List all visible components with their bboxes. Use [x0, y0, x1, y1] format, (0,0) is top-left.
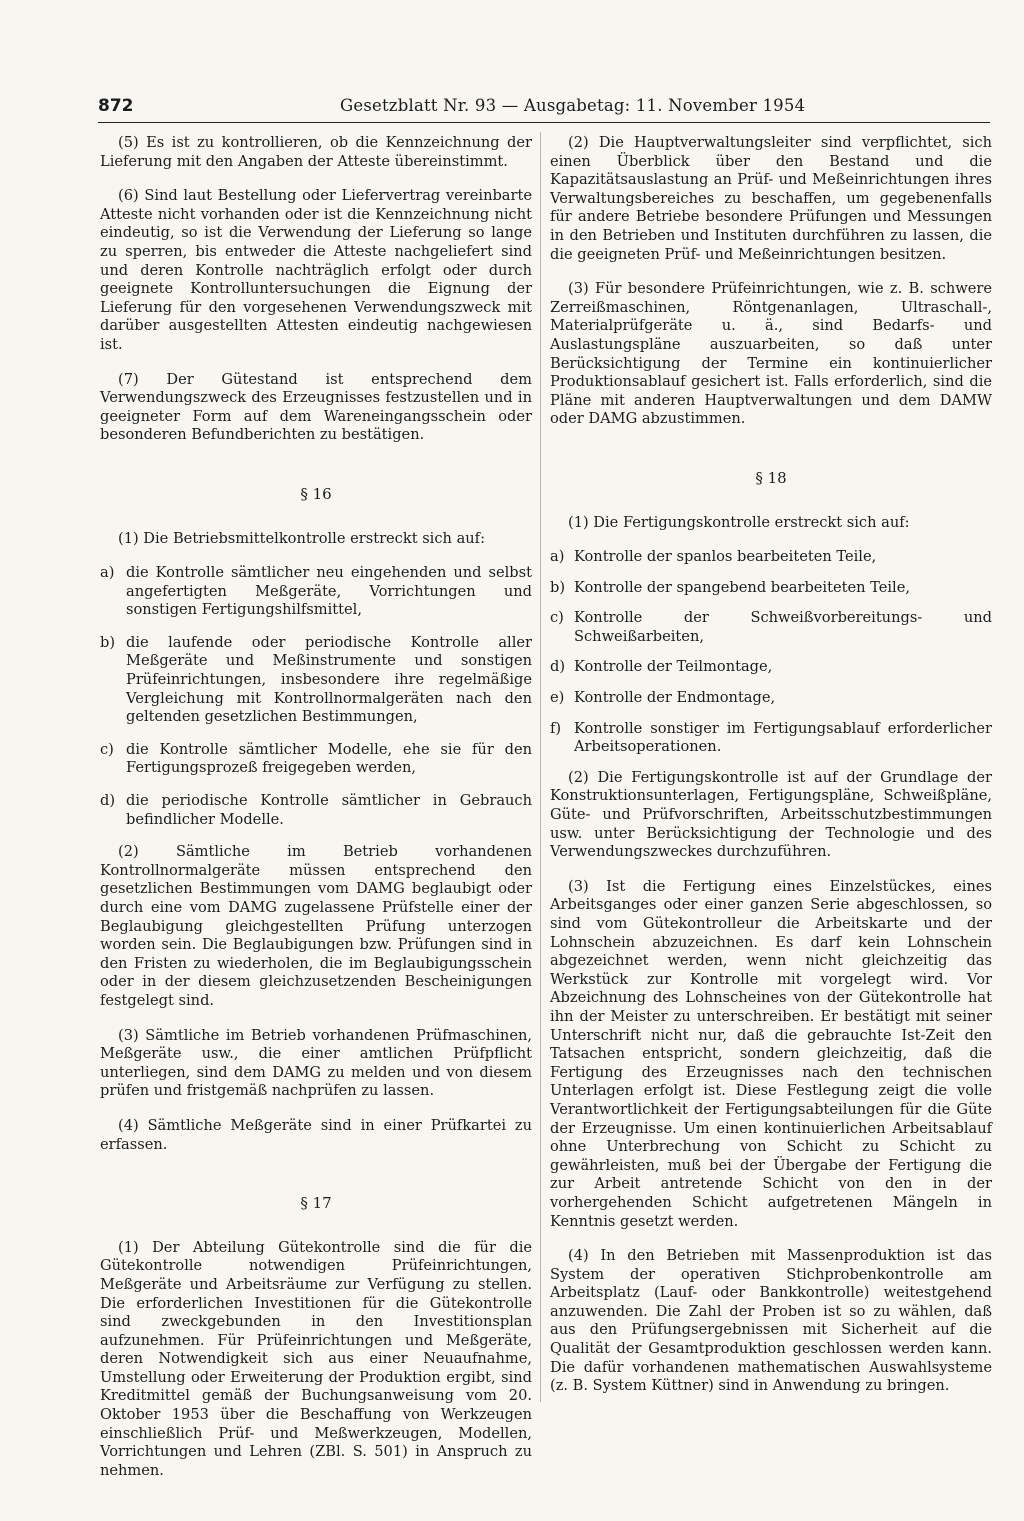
- list-item: [550, 689, 992, 708]
- list-item: [550, 658, 992, 677]
- list-item-text: die Kontrolle sämtlicher Modelle, ehe sie für den Fertigungsprozeß freigegeben werden,: [126, 740, 532, 777]
- paragraph-15-7: (7) Der Gütestand ist entsprechend dem Verwendungszweck des Erzeugnisses festzustellen und in geeigneter Form auf dem Wareneingangsschein oder besonderen Befundberichten zu bestätigen.: [100, 370, 532, 444]
- column-divider: [540, 132, 541, 1402]
- list-item-label: a): [550, 548, 565, 566]
- list-item-text: die Kontrolle sämtlicher neu eingehenden und selbst angefertigten Meßgeräte, Vorrichtungen und sonstigen Fertigungshilfsmittel,: [126, 564, 532, 619]
- paragraph-18-4: (4) In den Betrieben mit Massenproduktion ist das System der operativen Stichprobenkontrolle am Arbeitsplatz (Lauf- oder Bankkontrolle) weitestgehend anzuwenden. Die Zahl der Proben ist so zu wählen, daß aus den Prüfungsergebnissen mit Sicherheit auf die Qualität der Gesamtproduktion geschlossen werden kann. Die dafür vorhandenen mathematischen Auswahlsysteme (z. B. System Küttner) sind in Anwendung zu bringen.: [550, 1247, 992, 1395]
- list-item-label: c): [550, 609, 564, 627]
- paragraph-15-5: (5) Es ist zu kontrollieren, ob die Kennzeichnung der Lieferung mit den Angaben der Atteste übereinstimmt.: [100, 134, 532, 170]
- section-heading-17: § 17: [300, 1194, 332, 1213]
- list-item-label: d): [100, 792, 116, 810]
- list-item-label: e): [550, 689, 565, 707]
- list-item-text: Kontrolle der Teilmontage,: [574, 658, 773, 676]
- list-item-text: Kontrolle der spanlos bearbeiteten Teile,: [574, 548, 877, 566]
- list-item: [100, 792, 532, 829]
- list-item: [100, 564, 532, 620]
- list-item: [550, 609, 992, 646]
- page-header: [98, 94, 990, 123]
- list-item: [550, 579, 992, 598]
- page-number: 872: [98, 96, 134, 116]
- list-item-label: b): [100, 633, 116, 651]
- list-item-label: b): [550, 578, 566, 596]
- paragraph-17-1: (1) Der Abteilung Gütekontrolle sind die für die Gütekontrolle notwendigen Prüfeinrichtungen, Meßgeräte und Arbeitsräume zur Verfügung zu stellen. Die erforderlichen Investitionen für die Gütekontrolle sind zweckgebunden in den Investitionsplan aufzunehmen. Für Prüfeinrichtungen und Meßgeräte, deren Notwendigkeit sich aus einer Neuaufnahme, Umstellung oder Erweiterung der Produktion ergibt, sind Kreditmittel gemäß der Buchungsanweisung vom 20. Oktober 1953 über die Beschaffung von Werkzeugen einschließlich Prüf- und Meßwerkzeugen, Modellen, Vorrichtungen und Lehren (ZBl. S. 501) in Anspruch zu nehmen.: [100, 1238, 532, 1479]
- section-heading-18: § 18: [755, 468, 787, 487]
- left-column: [100, 134, 532, 1496]
- list-item-label: d): [550, 658, 566, 676]
- paragraph-18-1: (1) Die Fertigungskontrolle erstreckt sich auf:: [568, 513, 910, 531]
- paragraph-15-6: (6) Sind laut Bestellung oder Liefervertrag vereinbarte Atteste nicht vorhanden oder ist die Kennzeichnung nicht eindeutig, so ist die Verwendung der Lieferung so lange zu sperren, bis entweder die Atteste nachgeliefert sind und deren Kontrolle nachträglich erfolgt oder durch geeignete Kontrolluntersuchungen die Eignung der Lieferung für den vorgesehenen Verwendungszweck mit darüber ausgestellten Attesten eindeutig nachgewiesen ist.: [100, 187, 532, 353]
- list-item-text: Kontrolle der Endmontage,: [574, 689, 776, 707]
- paragraph-18-2: (2) Die Fertigungskontrolle ist auf der Grundlage der Konstruktionsunterlagen, Fertigungspläne, Schweißpläne, Güte- und Prüfvorschriften, Arbeitsschutzbestimmungen usw. unter Berücksichtigung der Technologie und des Verwendungszweckes durchzuführen.: [550, 768, 992, 861]
- list-item-label: c): [100, 740, 114, 758]
- paragraph-16-2: (2) Sämtliche im Betrieb vorhandenen Kontrollnormalgeräte müssen entsprechend den gesetzlichen Bestimmungen vom DAMG beglaubigt oder durch eine vom DAMG zugelassene Prüfstelle einer der Beglaubigung gleichgestellten Prüfung unterzogen worden sein. Die Beglaubigungen bzw. Prüfungen sind in den Fristen zu wiederholen, die im Beglaubigungsschein oder in der diesem gleichzusetzenden Bescheinigungen festgelegt sind.: [100, 843, 532, 1009]
- paragraph-16-1: (1) Die Betriebsmittelkontrolle erstreckt sich auf:: [118, 529, 485, 547]
- gazette-title: Gesetzblatt Nr. 93 — Ausgabetag: 11. November 1954: [340, 96, 806, 115]
- list-item-text: die laufende oder periodische Kontrolle aller Meßgeräte und Meßinstrumente und sonstigen Prüfeinrichtungen, insbesondere ihre regelmäßige Vergleichung mit Kontrollnormalgeräten nach den geltenden gesetzlichen Bestimmungen,: [126, 633, 532, 726]
- list-item-text: Kontrolle der Schweißvorbereitungs- und Schweißarbeiten,: [574, 609, 992, 645]
- paragraph-18-3: (3) Ist die Fertigung eines Einzelstückes, eines Arbeitsganges oder einer ganzen Serie abgeschlossen, so sind vom Gütekontrolleur die Arbeitskarte und der Lohnschein abzuzeichnen. Es darf kein Lohnschein abgezeichnet werden, wenn nicht gleichzeitig das Werkstück zur Kontrolle mit vorgelegt wird. Vor Abzeichnung des Lohnscheines von der Gütekontrolle hat ihn der Meister zu unterschreiben. Er bestätigt mit seiner Unterschrift nicht nur, daß die gebrauchte Ist-Zeit den Tatsachen entspricht, sondern gleichzeitig, daß die Fertigung des Erzeugnisses nach den technischen Unterlagen erfolgt ist. Diese Festlegung zeigt die volle Verantwortlichkeit der Fertigungsabteilungen für die Güte der Erzeugnisse. Um einen kontinuierlichen Arbeitsablauf ohne Unterbrechung von Schicht zu Schicht zu gewährleisten, muß bei der Übergabe der Fertigung die zur Arbeit antretende Schicht von den in der vorhergehenden Schicht aufgetretenen Mängeln in Kenntnis gesetzt werden.: [550, 877, 992, 1230]
- paragraph-16-4: (4) Sämtliche Meßgeräte sind in einer Prüfkartei zu erfassen.: [100, 1116, 532, 1153]
- list-item-text: Kontrolle der spangebend bearbeiteten Teile,: [574, 578, 910, 596]
- right-column: [550, 134, 992, 1412]
- list-item: [550, 548, 992, 567]
- section-heading-16: § 16: [300, 484, 332, 503]
- list-item-label: f): [550, 719, 562, 737]
- paragraph-17-3: (3) Für besondere Prüfeinrichtungen, wie z. B. schwere Zerreißmaschinen, Röntgenanlagen, Ultraschall-, Materialprüfgeräte u. ä., sind Bedarfs- und Auslastungspläne auszuarbeiten, so daß unter Berücksichtigung der Termine ein kontinuierlicher Produktionsablauf gesichert ist. Falls erforderlich, sind die Pläne mit anderen Hauptverwaltungen und dem DAMW oder DAMG abzustimmen.: [550, 280, 992, 428]
- list-item: [550, 720, 992, 757]
- paragraph-17-2: (2) Die Hauptverwaltungsleiter sind verpflichtet, sich einen Überblick über den Bestand und die Kapazitätsauslastung an Prüf- und Meßeinrichtungen ihres Verwaltungsbereiches zu beschaffen, um gegebenenfalls für andere Betriebe besondere Prüfungen und Messungen in den Betrieben und Instituten durchführen zu lassen, die die geeigneten Prüf- und Meßeinrichtungen besitzen.: [550, 134, 992, 263]
- list-item-label: a): [100, 564, 115, 582]
- list-item-text: Kontrolle sonstiger im Fertigungsablauf erforderlicher Arbeitsoperationen.: [574, 719, 992, 756]
- list-item-text: die periodische Kontrolle sämtlicher in Gebrauch befindlicher Modelle.: [126, 792, 532, 828]
- list-item: [100, 741, 532, 778]
- list-item: [100, 634, 532, 727]
- paragraph-16-3: (3) Sämtliche im Betrieb vorhandenen Prüfmaschinen, Meßgeräte usw., die einer amtlichen Prüfpflicht unterliegen, sind dem DAMG zu melden und von diesem prüfen und fristgemäß nachprüfen zu lassen.: [100, 1026, 532, 1100]
